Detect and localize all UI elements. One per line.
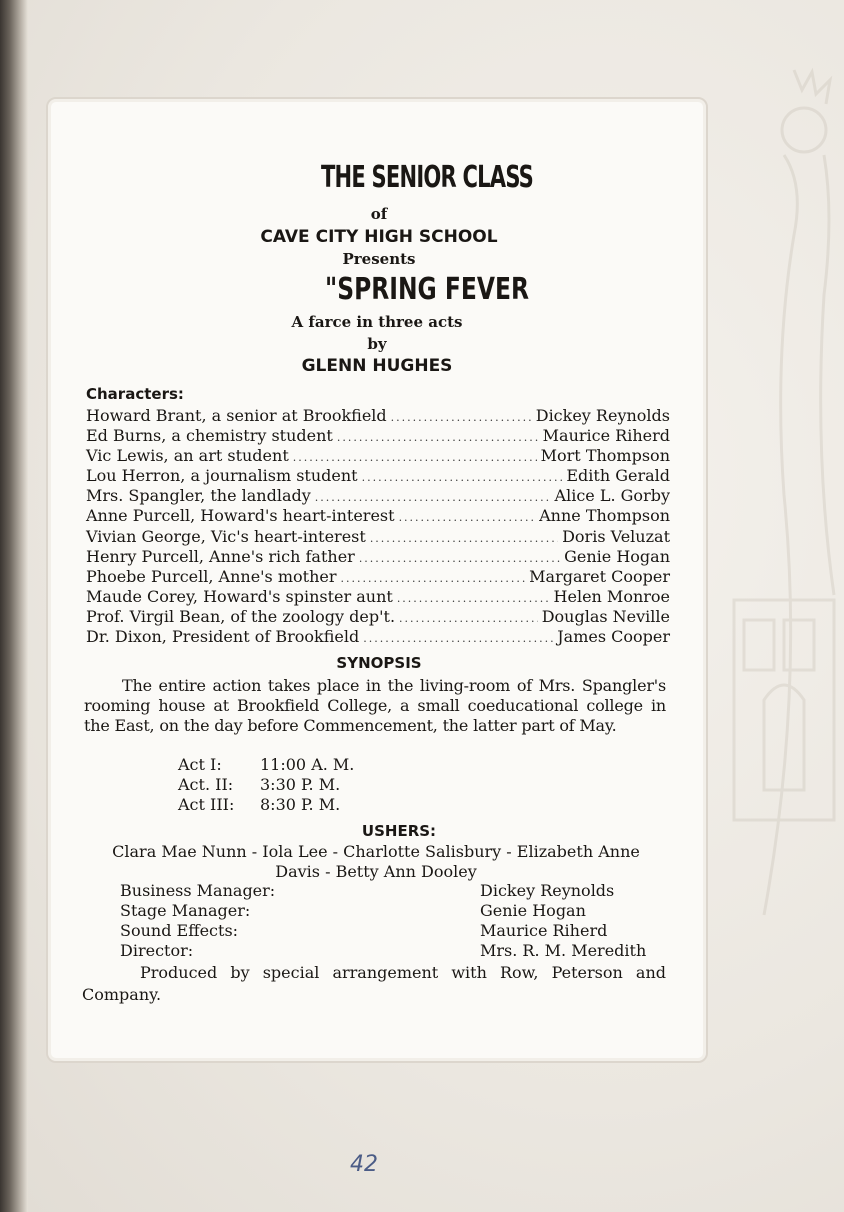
act-row	[178, 755, 354, 775]
cast-actor: Maurice Riherd	[542, 426, 670, 446]
cast-role: Prof. Virgil Bean, of the zoology dep't.	[86, 606, 396, 626]
cast-row	[86, 607, 670, 627]
cast-row	[86, 486, 670, 506]
act-label: Act. II:	[178, 775, 234, 794]
cast-row	[86, 547, 670, 567]
leader-dots	[399, 609, 538, 629]
leader-dots	[337, 428, 539, 448]
cast-role: Maude Corey, Howard's spinster aunt	[86, 586, 393, 606]
cast-row	[86, 506, 670, 526]
staff-name: Maurice Riherd	[480, 921, 608, 940]
act-time: 11:00 A. M.	[260, 755, 355, 774]
cast-actor: Alice L. Gorby	[554, 486, 670, 506]
ushers-list	[80, 842, 672, 882]
leader-dots	[397, 589, 550, 609]
staff-role: Sound Effects:	[120, 921, 239, 940]
cast-actor: Helen Monroe	[553, 586, 670, 606]
staff-name: Genie Hogan	[480, 901, 586, 920]
ushers-line: Davis - Betty Ann Dooley	[275, 862, 477, 881]
leader-dots	[315, 488, 551, 508]
cast-role: Mrs. Spangler, the landlady	[86, 486, 311, 506]
leader-dots	[391, 408, 532, 428]
cast-row	[86, 627, 670, 647]
cast-role: Howard Brant, a senior at Brookfield	[86, 406, 387, 425]
cast-actor: Edith Gerald	[566, 466, 670, 486]
act-time: 8:30 P. M.	[260, 795, 341, 814]
cast-row	[86, 406, 670, 426]
staff-name: Dickey Reynolds	[480, 881, 615, 900]
page-number: 42	[350, 1152, 378, 1177]
cast-role: Lou Herron, a journalism student	[86, 466, 358, 486]
act-label: Act III:	[178, 795, 235, 814]
cast-actor: Margaret Cooper	[529, 566, 670, 586]
staff-row	[120, 921, 680, 941]
leader-dots	[341, 569, 526, 589]
cast-actor: Genie Hogan	[564, 546, 670, 566]
cast-row	[86, 567, 670, 587]
author-name: GLENN HUGHES	[301, 356, 453, 376]
play-subtitle: A farce in three acts	[291, 313, 463, 331]
cast-row	[86, 426, 670, 446]
act-row	[178, 775, 354, 795]
synopsis-text: The entire action takes place in the living-room of Mrs. Spangler's rooming house at Brookfield College, a small coeducational college in the East, on the day before Commencement, the latter part of May.	[84, 676, 666, 735]
play-title: "SPRING FEVER	[325, 272, 529, 307]
synopsis-heading: SYNOPSIS	[336, 654, 422, 672]
staff-role: Business Manager:	[120, 881, 276, 900]
act-label: Act I:	[178, 755, 222, 774]
cast-actor: Mort Thompson	[540, 446, 670, 466]
staff-role: Stage Manager:	[120, 901, 251, 920]
cast-role: Ed Burns, a chemistry student	[86, 426, 333, 446]
staff-row	[120, 901, 680, 921]
cast-actor: Anne Thompson	[539, 506, 670, 526]
staff-name: Mrs. R. M. Meredith	[480, 941, 647, 960]
ushers-line: Clara Mae Nunn - Iola Lee - Charlotte Salisbury - Elizabeth Anne	[112, 842, 640, 861]
cast-role: Anne Purcell, Howard's heart-interest	[86, 506, 395, 526]
staff-role: Director:	[120, 941, 194, 960]
leader-dots	[293, 448, 537, 468]
leader-dots	[359, 549, 560, 569]
leader-dots	[370, 529, 558, 549]
cast-row	[86, 527, 670, 547]
cast-role: Phoebe Purcell, Anne's mother	[86, 566, 337, 586]
ushers-heading: USHERS:	[361, 822, 437, 840]
characters-heading: Characters:	[86, 385, 184, 403]
cast-actor: Doris Veluzat	[562, 526, 670, 546]
production-credit: Produced by special arrangement with Row, Peterson and Company.	[82, 963, 666, 1004]
cast-role: Vic Lewis, an art student	[86, 446, 289, 466]
cast-row	[86, 587, 670, 607]
class-title: THE SENIOR CLASS	[320, 160, 534, 195]
cast-actor: James Cooper	[557, 627, 670, 647]
cast-actor: Douglas Neville	[541, 606, 670, 626]
leader-dots	[363, 629, 553, 649]
school-name: CAVE CITY HIGH SCHOOL	[260, 227, 498, 247]
of-line: of	[370, 205, 388, 223]
cast-role: Dr. Dixon, President of Brookfield	[86, 627, 360, 647]
act-row	[178, 795, 354, 815]
staff-row	[120, 881, 680, 901]
act-schedule	[178, 755, 354, 815]
cast-role: Vivian George, Vic's heart-interest	[86, 526, 366, 546]
staff-row	[120, 941, 680, 961]
cast-row	[86, 466, 670, 486]
leader-dots	[362, 468, 563, 488]
cast-list	[86, 406, 670, 647]
cast-row	[86, 446, 670, 466]
act-time: 3:30 P. M.	[260, 775, 341, 794]
presents-line: Presents	[342, 250, 416, 268]
by-line: by	[367, 335, 387, 353]
staff-list	[120, 881, 680, 961]
book-spine-shadow	[0, 0, 28, 1212]
cast-actor: Dickey Reynolds	[535, 406, 670, 425]
leader-dots	[399, 508, 536, 528]
cast-role: Henry Purcell, Anne's rich father	[86, 546, 355, 566]
